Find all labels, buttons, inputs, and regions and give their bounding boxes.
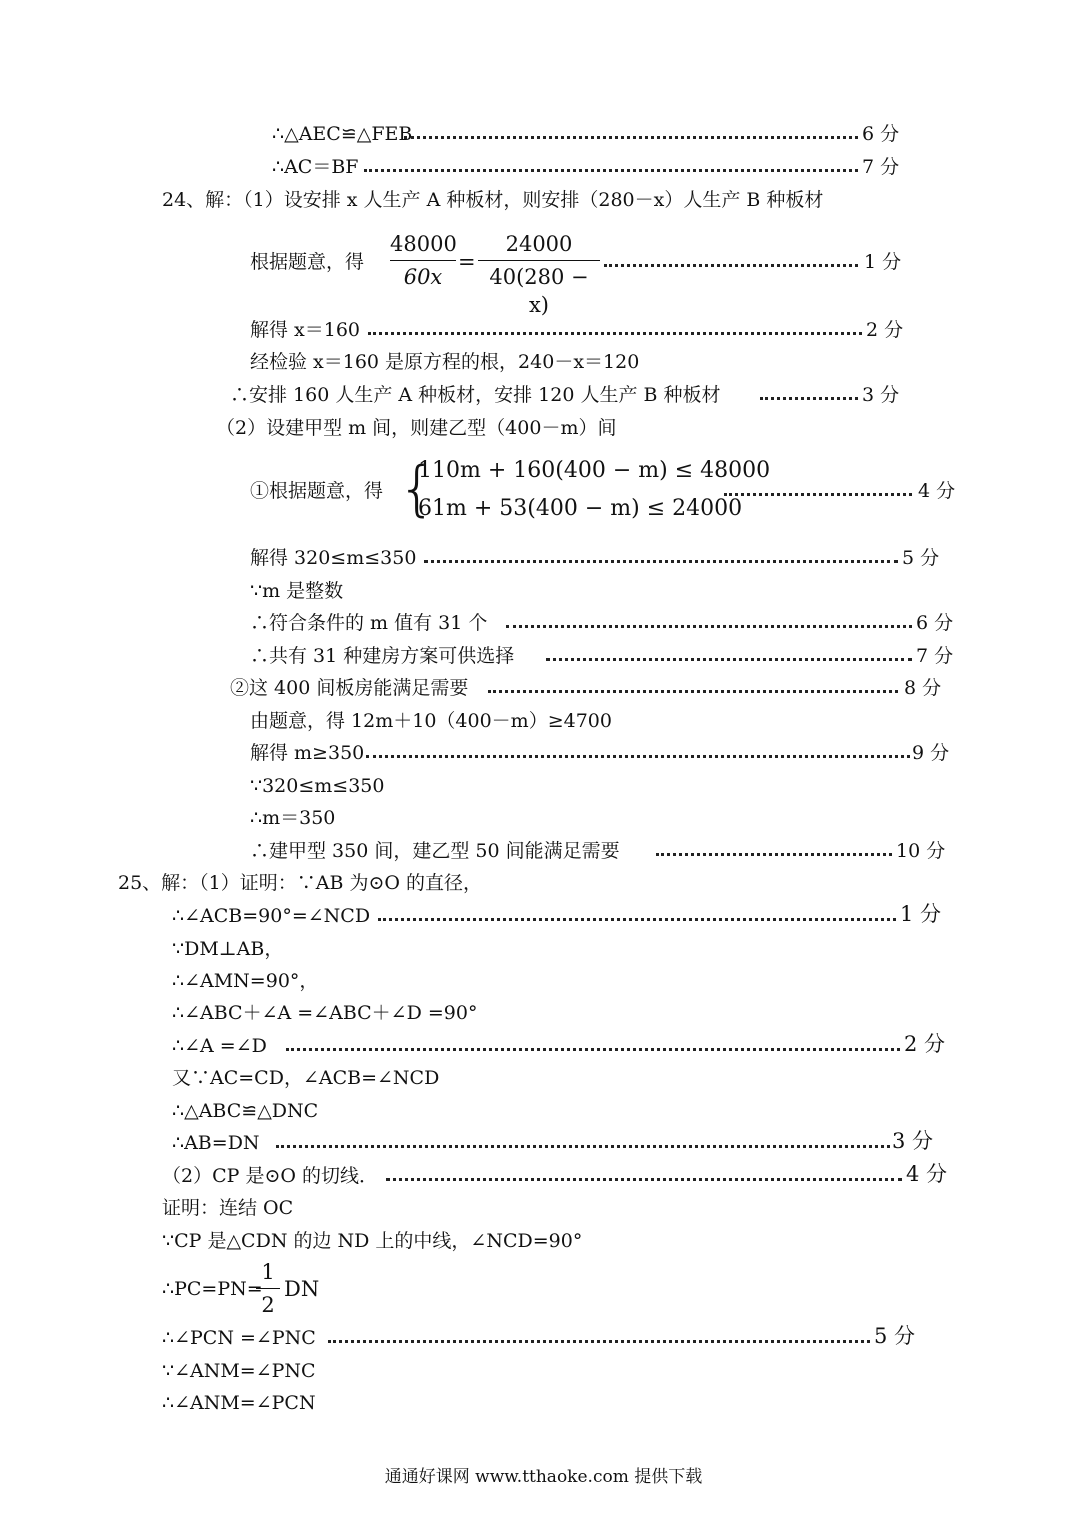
line-solve-m: 解得 m≥350 [250, 742, 365, 764]
score: 6 分 [862, 123, 900, 145]
line-inequality-4700: 由题意，得 12m＋10（400－m）≥4700 [250, 710, 612, 732]
leader-dots [386, 1178, 902, 1181]
part2-tangent: （2）CP 是⊙O 的切线． [162, 1165, 378, 1187]
fraction-right [478, 230, 600, 319]
line-ac-eq-bf: ∴AC＝BF [272, 156, 359, 178]
q25-heading: 25、解：（1）证明：∵AB 为⊙O 的直径， [118, 872, 483, 894]
line-check-root: 经检验 x＝160 是原方程的根，240－x＝120 [250, 351, 640, 373]
line-m-350: ∴m＝350 [250, 807, 336, 829]
score: 5 分 [902, 547, 940, 569]
line-range-again: ∵320≤m≤350 [250, 775, 385, 797]
leader-dots [404, 136, 858, 139]
score: 2 分 [904, 1032, 946, 1056]
fraction-denominator: 60x [403, 265, 443, 289]
score: 1 分 [864, 251, 902, 273]
system-prefix: ①根据题意，得 [250, 480, 384, 502]
line-arrangement: ∴安排 160 人生产 A 种板材，安排 120 人生产 B 种板材 [230, 384, 721, 406]
part2-heading: （2）设建甲型 m 间，则建乙型（400－m）间 [216, 417, 617, 439]
fraction-bar [478, 260, 600, 261]
line-pc-half-dn: ∴PC=PN= [162, 1278, 263, 1300]
fraction-numerator: 24000 [505, 232, 573, 256]
score: 9 分 [912, 742, 950, 764]
line-ac-cd: 又∵AC=CD，∠ACB=∠NCD [172, 1067, 440, 1089]
line-congruent-aec-feb: ∴△AEC≌△FEB [272, 123, 413, 145]
score: 7 分 [916, 645, 954, 667]
line-ab-eq-dn: ∴AB=DN [172, 1132, 260, 1154]
line-dm-perp-ab: ∵DM⊥AB， [172, 938, 284, 960]
equation-prefix: 根据题意，得 [250, 251, 365, 273]
score: 8 分 [904, 677, 942, 699]
score: 7 分 [862, 156, 900, 178]
score: 2 分 [866, 319, 904, 341]
fraction-numerator: 48000 [390, 232, 457, 256]
line-400-rooms: ②这 400 间板房能满足需要 [230, 677, 469, 699]
score: 6 分 [916, 612, 954, 634]
page-footer: 通通好课网 www.tthaoke.com 提供下载 [384, 1467, 703, 1487]
line-anm-eq-pnc: ∵∠ANM=∠PNC [162, 1360, 316, 1382]
line-solve-range: 解得 320≤m≤350 [250, 547, 417, 569]
leader-dots [424, 560, 898, 563]
q24-heading: 24、解：（1）设安排 x 人生产 A 种板材，则安排（280－x）人生产 B 种板材 [162, 189, 824, 211]
inequality-row-2: 61m + 53(400 − m) ≤ 24000 [418, 496, 743, 521]
line-pcn-eq-pnc: ∴∠PCN =∠PNC [162, 1327, 316, 1349]
leader-dots [604, 264, 858, 267]
leader-dots [368, 332, 862, 335]
fraction-denominator: 2 [261, 1293, 275, 1317]
line-connect-oc: 证明：连结 OC [162, 1197, 294, 1219]
score: 4 分 [906, 1162, 948, 1186]
leader-dots [546, 658, 912, 661]
fraction-left [390, 230, 456, 291]
leader-dots [378, 918, 896, 921]
line-angle-sum: ∴∠ABC＋∠A =∠ABC＋∠D =90° [172, 1002, 478, 1024]
line-abc-congruent-dnc: ∴△ABC≌△DNC [172, 1100, 319, 1122]
score: 5 分 [874, 1324, 916, 1348]
score: 3 分 [862, 384, 900, 406]
fraction-bar [390, 260, 456, 261]
score: 3 分 [892, 1129, 934, 1153]
line-integer: ∵m 是整数 [250, 580, 344, 602]
line-angle-acb: ∴∠ACB=90°=∠NCD [172, 905, 371, 927]
score: 1 分 [900, 902, 942, 926]
leader-dots [286, 1048, 900, 1051]
line-a-eq-d: ∴∠A =∠D [172, 1035, 267, 1057]
line-31-plans: ∴共有 31 种建房方案可供选择 [250, 645, 515, 667]
brace-icon: { [398, 454, 437, 524]
leader-dots [364, 169, 858, 172]
leader-dots [328, 1340, 870, 1343]
leader-dots [724, 493, 912, 496]
leader-dots [276, 1145, 890, 1148]
line-solve-x: 解得 x＝160 [250, 319, 361, 341]
leader-dots [366, 755, 910, 758]
score: 4 分 [918, 480, 956, 502]
inequality-row-1: 110m + 160(400 − m) ≤ 48000 [418, 458, 771, 483]
dn-label: DN [284, 1277, 320, 1301]
fraction-half [256, 1258, 280, 1319]
score: 10 分 [896, 840, 946, 862]
fraction-bar [256, 1288, 280, 1289]
leader-dots [656, 853, 892, 856]
line-amn-90: ∴∠AMN=90°， [172, 970, 319, 992]
line-conclusion-24: ∴建甲型 350 间，建乙型 50 间能满足需要 [250, 840, 620, 862]
leader-dots [506, 625, 912, 628]
leader-dots [488, 690, 898, 693]
line-median: ∵CP 是△CDN 的边 ND 上的中线，∠NCD=90° [162, 1230, 583, 1252]
fraction-denominator: 40(280 − x) [489, 265, 589, 317]
fraction-numerator: 1 [261, 1260, 275, 1284]
leader-dots [760, 397, 858, 400]
equals-sign: = [458, 250, 476, 274]
line-31-values: ∴符合条件的 m 值有 31 个 [250, 612, 488, 634]
line-anm-eq-pcn: ∴∠ANM=∠PCN [162, 1392, 316, 1414]
